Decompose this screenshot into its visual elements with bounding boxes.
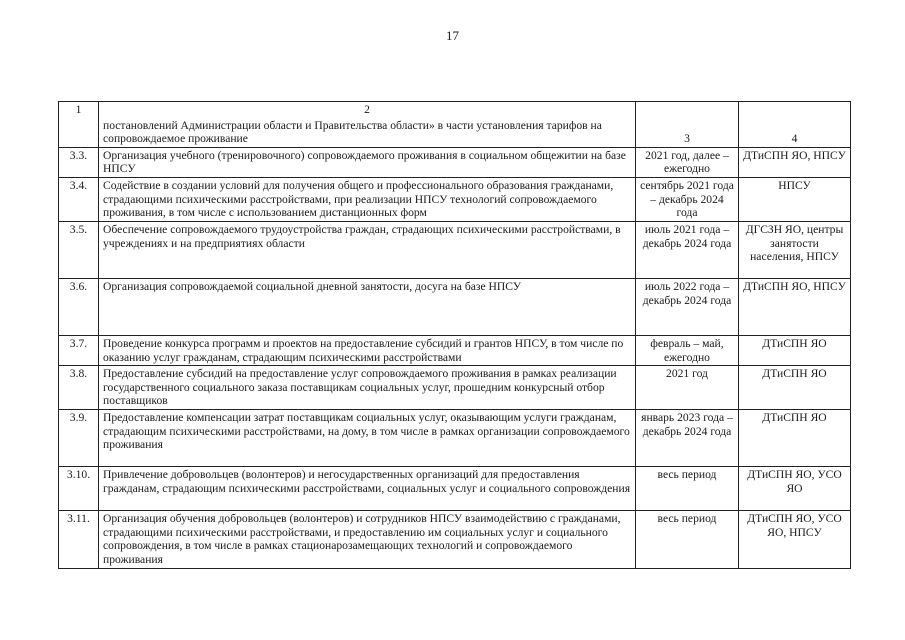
row-executor: ДТиСПН ЯО, НПСУ (739, 147, 851, 177)
row-measure-text: Проведение конкурса программ и проектов на предоставление субсидий и грантов НПСУ, в том числе по оказанию услуг гражданам, страдающим психическими расстройствами (99, 335, 636, 365)
table-row (59, 221, 851, 278)
row-number: 3.4. (59, 177, 99, 221)
row-number: 3.7. (59, 335, 99, 365)
row-number: 3.3. (59, 147, 99, 177)
measures-table (58, 101, 851, 569)
table-row (59, 511, 851, 568)
header-col-4: 4 (739, 102, 851, 148)
header-col-1: 1 (59, 102, 99, 148)
row-executor: ДТиСПН ЯО, УСО ЯО (739, 467, 851, 511)
row-executor: ДТиСПН ЯО (739, 410, 851, 467)
row-measure-text: Организация обучения добровольцев (волонтеров) и сотрудников НПСУ взаимодействию с гражданами, страдающими психическими расстройствами, и предоставлению им социальных услуг и социального сопровождения, в том числе в рамках стационарозамещающих технологий и сопровождаемого проживания (99, 511, 636, 568)
row-deadline: июль 2021 года – декабрь 2024 года (636, 221, 739, 278)
row-measure-text: Организация учебного (тренировочного) сопровождаемого проживания в социальном общежитии на базе НПСУ (99, 147, 636, 177)
header-row (59, 102, 851, 118)
row-number: 3.10. (59, 467, 99, 511)
row-measure-text: Организация сопровождаемой социальной дневной занятости, досуга на базе НПСУ (99, 278, 636, 335)
row-measure-text: Содействие в создании условий для получения общего и профессионального образования гражданами, страдающими психическими расстройствами, при реализации НПСУ технологий сопровождаемого проживания, в том числе с использованием дистанционных форм (99, 177, 636, 221)
row-executor: ДТиСПН ЯО (739, 366, 851, 410)
row-deadline: январь 2023 года – декабрь 2024 года (636, 410, 739, 467)
row-deadline: сентябрь 2021 года – декабрь 2024 года (636, 177, 739, 221)
row-number: 3.8. (59, 366, 99, 410)
row-deadline: 2021 год (636, 366, 739, 410)
row-executor: ДГСЗН ЯО, центры занятости населения, НПСУ (739, 221, 851, 278)
row-measure-text: Обеспечение сопровождаемого трудоустройства граждан, страдающих психическими расстройствами, в учреждениях и на предприятиях области (99, 221, 636, 278)
row-executor: НПСУ (739, 177, 851, 221)
table-row (59, 177, 851, 221)
continuation-text: постановлений Администрации области и Правительства области» в части установления тарифов на сопровождаемое проживание (99, 118, 636, 148)
row-measure-text: Предоставление компенсации затрат поставщикам социальных услуг, оказывающим услуги гражданам, страдающим психическими расстройствами, на дому, в том числе в рамках организации сопровождаемого проживания (99, 410, 636, 467)
table-row (59, 467, 851, 511)
page-number: 17 (446, 28, 459, 43)
row-measure-text: Привлечение добровольцев (волонтеров) и негосударственных организаций для предоставления гражданам, страдающим психическими расстройствами, социальных услуг и социального сопровождения (99, 467, 636, 511)
row-executor: ДТиСПН ЯО, УСО ЯО, НПСУ (739, 511, 851, 568)
table-row (59, 410, 851, 467)
row-executor: ДТиСПН ЯО (739, 335, 851, 365)
row-measure-text: Предоставление субсидий на предоставление услуг сопровождаемого проживания в рамках реализации государственного социального заказа поставщикам социальных услуг, прошедним конкурсный отбор поставщиков (99, 366, 636, 410)
row-deadline: февраль – май, ежегодно (636, 335, 739, 365)
row-number: 3.6. (59, 278, 99, 335)
table-row (59, 366, 851, 410)
row-deadline: весь период (636, 511, 739, 568)
table-row (59, 147, 851, 177)
table-row (59, 278, 851, 335)
header-col-3: 3 (636, 102, 739, 148)
row-deadline: 2021 год, далее – ежегодно (636, 147, 739, 177)
row-number: 3.11. (59, 511, 99, 568)
table-row (59, 335, 851, 365)
row-executor: ДТиСПН ЯО, НПСУ (739, 278, 851, 335)
row-number: 3.5. (59, 221, 99, 278)
row-deadline: июль 2022 года – декабрь 2024 года (636, 278, 739, 335)
header-col-2: 2 (99, 102, 636, 118)
row-number: 3.9. (59, 410, 99, 467)
row-deadline: весь период (636, 467, 739, 511)
